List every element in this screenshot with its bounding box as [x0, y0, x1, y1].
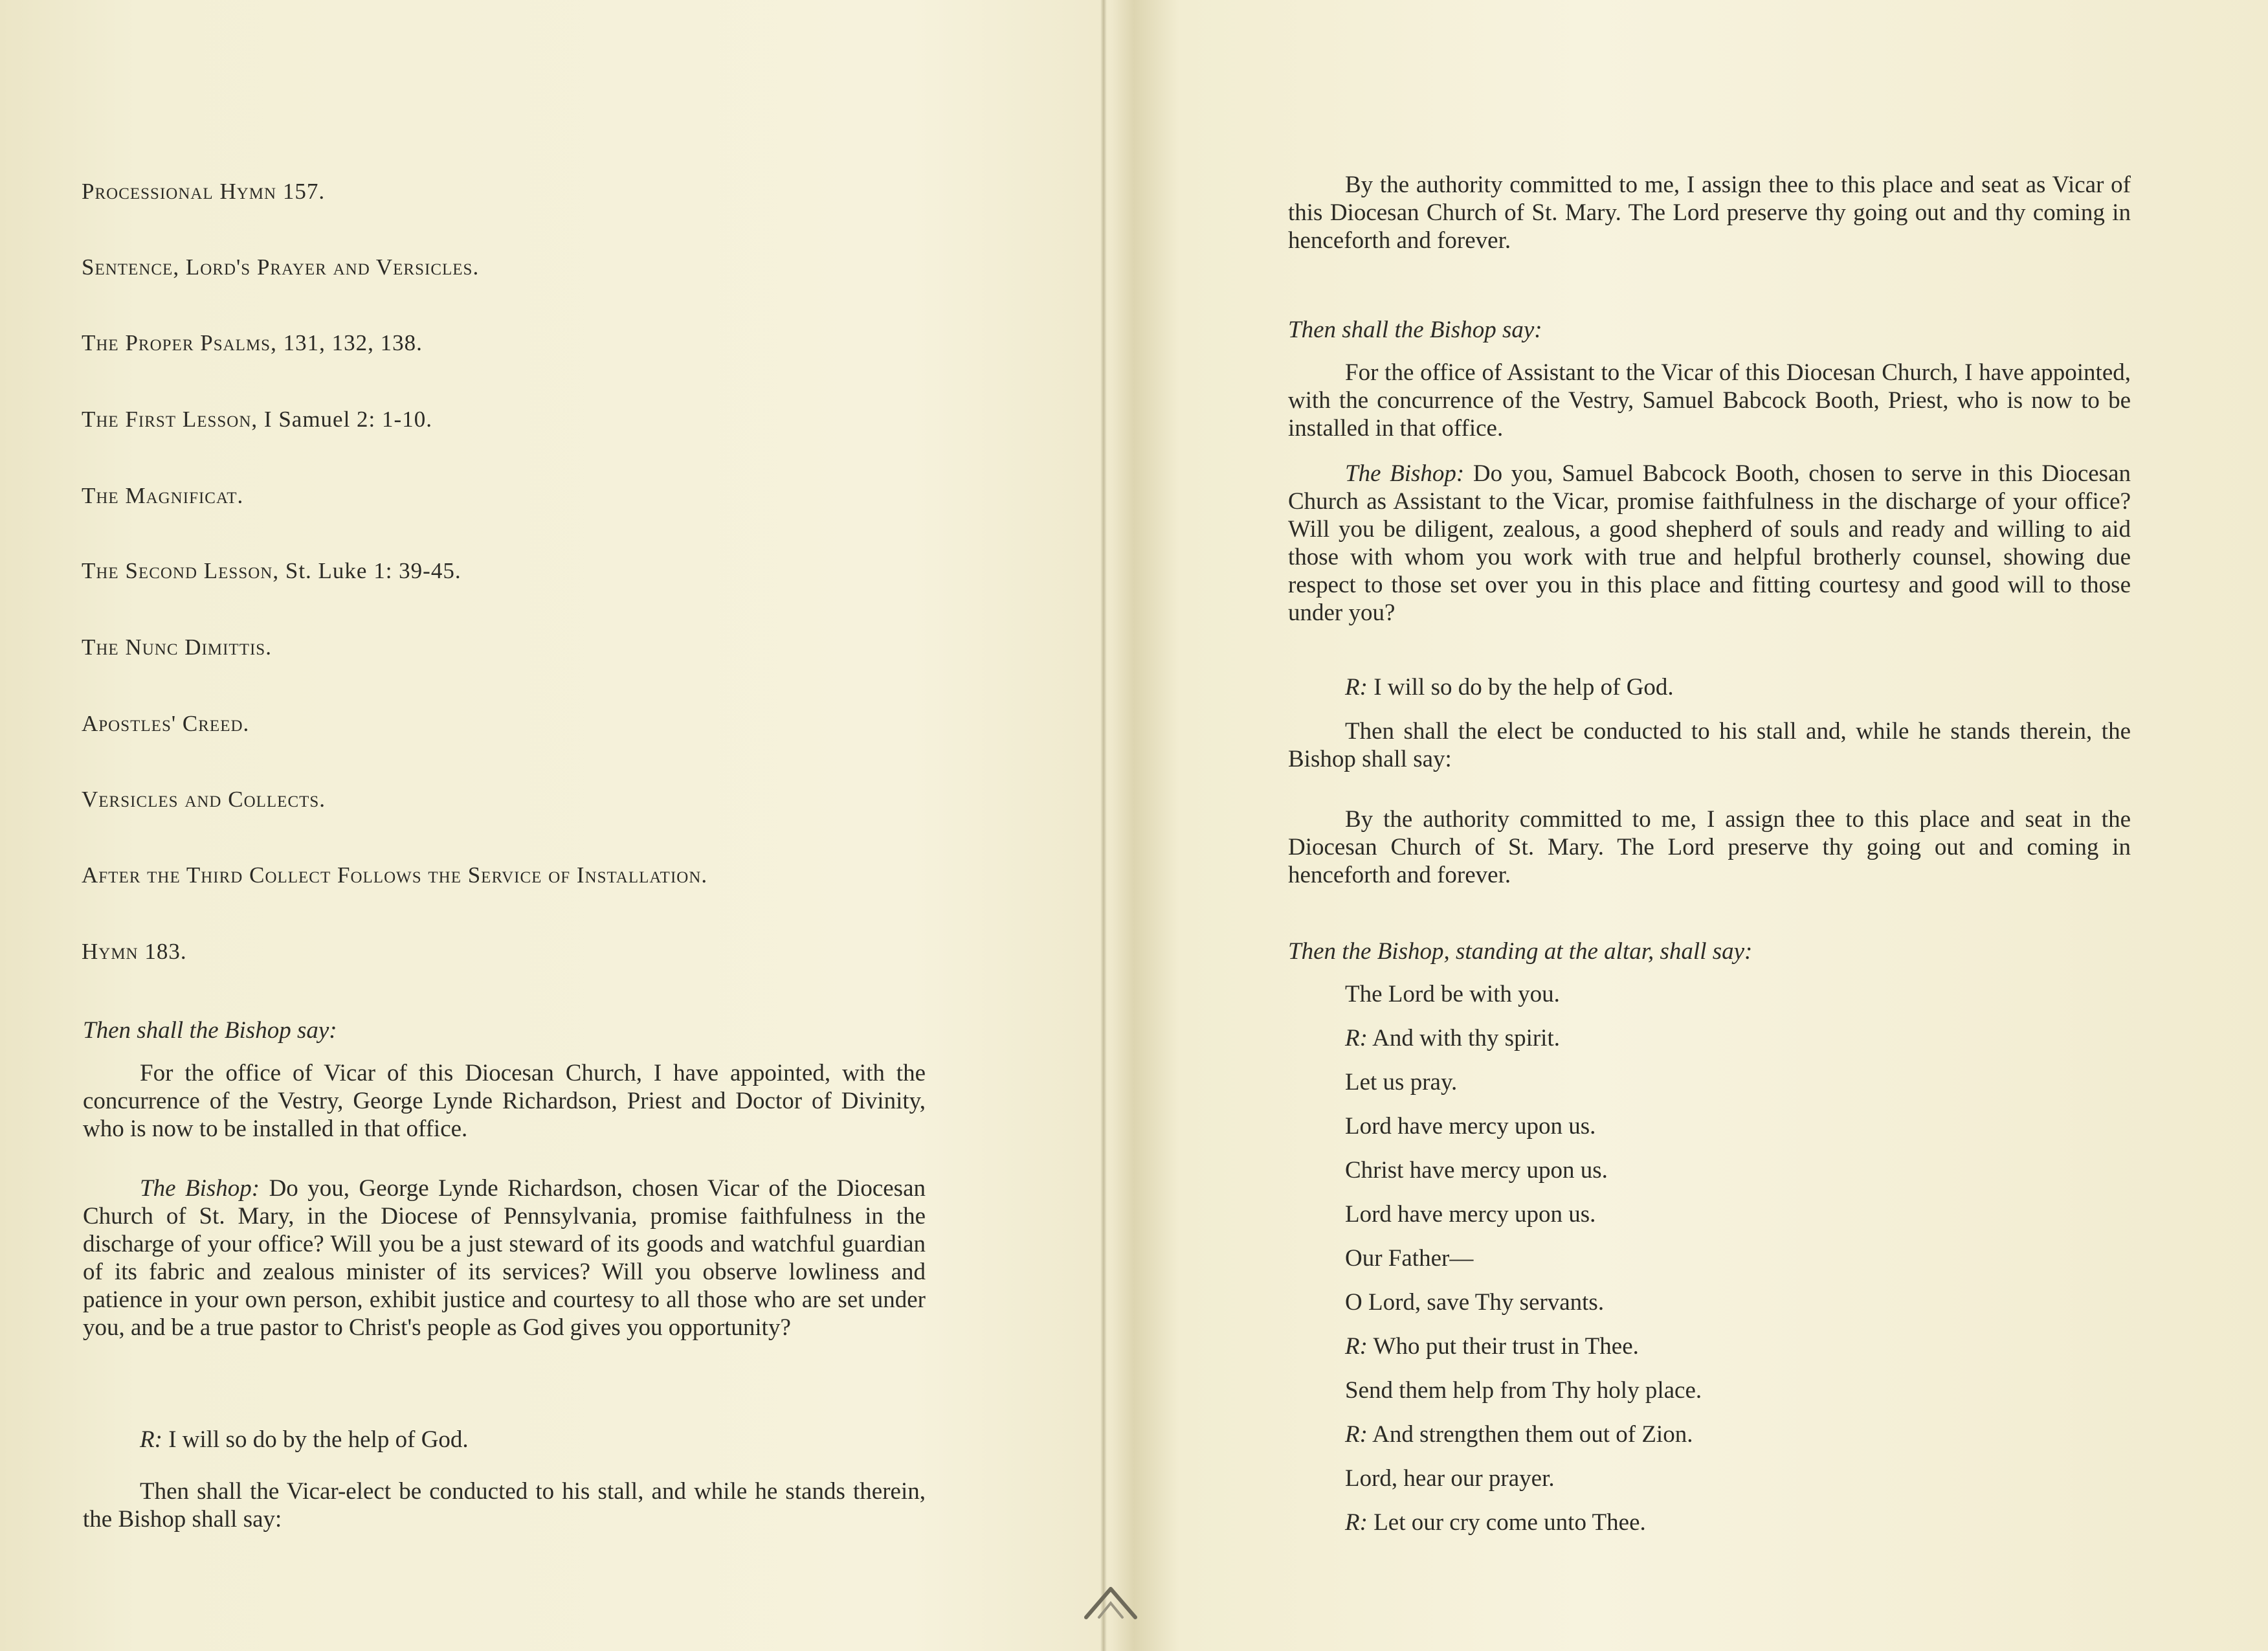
versicle-label: R:	[1345, 1509, 1368, 1536]
rubric-bishop-say: Then shall the Bishop say:	[83, 1017, 337, 1044]
heading-label: The Second Lesson,	[82, 558, 280, 583]
staple-icon	[1080, 1584, 1142, 1625]
versicle-text: Send them help from Thy holy place.	[1345, 1377, 1702, 1404]
paragraph-assistant-appointment: For the office of Assistant to the Vicar of this Diocesan Church, I have appointed, with the concurrence of the Vestry, Samuel Babcock Booth, Priest, who is now to be installed in that office.	[1288, 359, 2131, 442]
versicle-label: R:	[1345, 1025, 1368, 1051]
heading-label: Versicles and Collects.	[82, 787, 326, 812]
heading-magnificat	[82, 483, 243, 509]
versicle-line	[1345, 1244, 1473, 1272]
versicle-text: Our Father—	[1345, 1245, 1474, 1272]
response-text: I will so do by the help of God.	[1373, 674, 1674, 701]
speaker-label: The Bishop:	[140, 1175, 260, 1202]
versicle-text: Let our cry come unto Thee.	[1373, 1509, 1646, 1536]
paragraph-vicar-appointment: For the office of Vicar of this Diocesan Church, I have appointed, with the concurrence of the Vestry, George Lynde Richardson, Priest and Doctor of Divinity, who is now to be installed in that office.	[83, 1060, 926, 1142]
versicle-text: Let us pray.	[1345, 1069, 1458, 1095]
response-label: R:	[1345, 674, 1368, 701]
heading-label: The First Lesson,	[82, 407, 258, 432]
heading-label: The Proper Psalms,	[82, 330, 277, 355]
heading-label: Hymn	[82, 939, 139, 964]
heading-label: Sentence, Lord's Prayer and Versicles.	[82, 254, 480, 280]
versicle-line	[1345, 1509, 1646, 1536]
versicle-line	[1345, 1332, 1639, 1360]
right-page	[1107, 0, 2268, 1651]
heading-label: Apostles' Creed.	[82, 711, 250, 736]
response-label: R:	[140, 1426, 162, 1453]
heading-number: 183.	[144, 939, 187, 964]
response-line	[1345, 673, 1674, 701]
speaker-label: The Bishop:	[1345, 460, 1465, 487]
versicle-text: Lord have mercy upon us.	[1345, 1113, 1596, 1140]
heading-number: St. Luke 1: 39-45.	[285, 558, 461, 583]
question-text: Do you, George Lynde Richardson, chosen Vicar of the Diocesan Church of St. Mary, in the Diocese of Pennsylvania, promise faithfulness in the discharge of your office? Will you be a just steward of its goods and watchful guardian of its fabric and zealous minister of its services? Will you observe lowliness and patience in your own person, exhibit justice and courtesy to all those who are set under you, and be a true pastor to Christ's people as God gives you opportunity?	[83, 1175, 926, 1341]
heading-after-third-collect	[82, 862, 707, 888]
versicle-text: Lord have mercy upon us.	[1345, 1201, 1596, 1228]
heading-hymn-183	[82, 939, 187, 965]
response-line	[140, 1426, 469, 1454]
paragraph-assign-assistant: By the authority committed to me, I assign thee to this place and seat in the Diocesan Church of St. Mary. The Lord preserve thy going out and coming in henceforth and forever.	[1288, 806, 2131, 888]
paragraph-elect-conducted: Then shall the elect be conducted to his stall and, while he stands therein, the Bishop shall say:	[1288, 718, 2131, 772]
heading-second-lesson	[82, 558, 461, 584]
versicle-text: Christ have mercy upon us.	[1345, 1157, 1608, 1184]
heading-nunc-dimittis	[82, 635, 272, 660]
rubric-bishop-at-altar: Then the Bishop, standing at the altar, shall say:	[1288, 938, 1753, 965]
versicle-line	[1345, 1112, 1595, 1140]
heading-first-lesson	[82, 407, 432, 432]
versicle-label: R:	[1345, 1421, 1368, 1448]
heading-label: Processional Hymn	[82, 179, 277, 204]
heading-label: The Nunc Dimittis.	[82, 635, 272, 660]
heading-label: The Magnificat.	[82, 483, 244, 508]
paragraph-vicar-question	[83, 1174, 926, 1342]
versicle-line	[1345, 1068, 1457, 1096]
versicle-label: R:	[1345, 1333, 1368, 1360]
response-text: I will so do by the help of God.	[168, 1426, 469, 1453]
versicle-text: And with thy spirit.	[1372, 1025, 1560, 1051]
heading-sentence	[82, 254, 479, 280]
paragraph-vicar-conducted: Then shall the Vicar-elect be conducted to his stall, and while he stands therein, the Bishop shall say:	[83, 1478, 926, 1533]
versicle-text: Who put their trust in Thee.	[1373, 1333, 1639, 1360]
versicle-line	[1345, 1024, 1560, 1052]
versicle-line	[1345, 980, 1560, 1008]
question-text: Do you, Samuel Babcock Booth, chosen to serve in this Diocesan Church as Assistant to the Vicar, promise faithfulness in the discharge of your office? Will you be diligent, zealous, a good shepherd of souls and ready and willing to aid those with whom you work with true and helpful brotherly counsel, showing due respect to those set over you in this place and fitting courtesy and good will to those under you?	[1288, 460, 2131, 626]
versicle-line	[1345, 1465, 1555, 1492]
rubric-bishop-say-2: Then shall the Bishop say:	[1288, 317, 1542, 343]
versicle-line	[1345, 1421, 1693, 1448]
versicle-line	[1345, 1156, 1608, 1184]
versicle-text: O Lord, save Thy servants.	[1345, 1289, 1605, 1316]
versicle-text: Lord, hear our prayer.	[1345, 1465, 1555, 1492]
versicle-text: And strengthen them out of Zion.	[1372, 1421, 1693, 1448]
paragraph-assign-vicar: By the authority committed to me, I assign thee to this place and seat as Vicar of this Diocesan Church of St. Mary. The Lord preserve thy going out and thy coming in henceforth and forever.	[1288, 172, 2131, 254]
heading-processional-hymn	[82, 179, 325, 205]
heading-number: 157.	[282, 179, 326, 204]
left-page	[0, 0, 1100, 1651]
versicle-line	[1345, 1288, 1604, 1316]
heading-number: 131, 132, 138.	[283, 330, 423, 355]
heading-apostles-creed	[82, 711, 249, 737]
heading-proper-psalms	[82, 330, 423, 356]
heading-versicles-collects	[82, 787, 326, 813]
heading-label: After the Third Collect Follows the Service of Installation.	[82, 862, 708, 888]
paragraph-assistant-question	[1288, 460, 2131, 627]
heading-number: I Samuel 2: 1-10.	[263, 407, 432, 432]
versicle-text: The Lord be with you.	[1345, 981, 1560, 1007]
versicle-line	[1345, 1376, 1702, 1404]
versicle-line	[1345, 1200, 1595, 1228]
booklet-spine	[1100, 0, 1107, 1651]
